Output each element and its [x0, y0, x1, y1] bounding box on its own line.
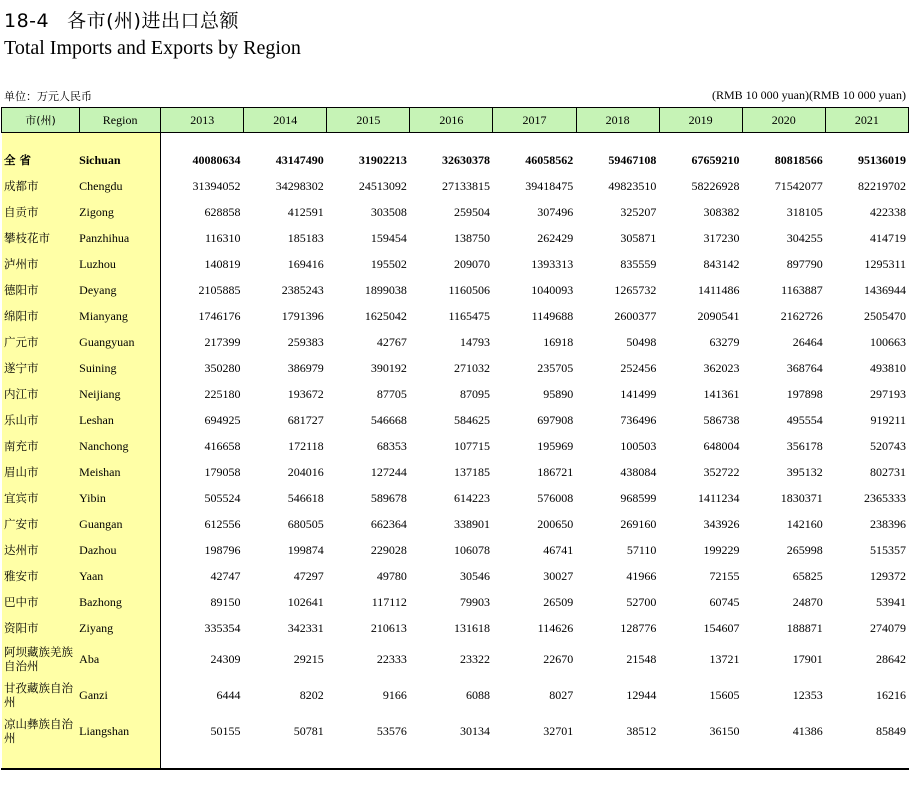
value-cell: 356178 [786, 438, 823, 453]
value-cell: 6088 [466, 687, 491, 702]
value-cell: 172118 [288, 438, 324, 453]
value-cell: 12944 [626, 687, 657, 702]
value-cell: 154607 [703, 620, 740, 635]
value-cell: 968599 [620, 490, 657, 505]
value-cell: 47297 [293, 568, 324, 583]
table-row [1, 459, 909, 485]
region-name-cn: 雅安市 [4, 569, 39, 583]
region-name-en: Meishan [79, 464, 121, 479]
value-cell: 107715 [454, 438, 491, 453]
value-cell: 31394052 [192, 178, 241, 193]
value-cell: 21548 [626, 651, 657, 666]
header-year-2015: 2015 [327, 108, 410, 133]
value-cell: 2105885 [198, 282, 241, 297]
value-cell: 386979 [287, 360, 324, 375]
value-cell: 736496 [620, 412, 657, 427]
value-cell: 195502 [370, 256, 407, 271]
region-name-cn: 泸州市 [4, 257, 39, 271]
value-cell: 628858 [204, 204, 241, 219]
value-cell: 1830371 [780, 490, 823, 505]
value-cell: 8202 [299, 687, 324, 702]
region-name-en: Zigong [79, 204, 114, 219]
value-cell: 352722 [703, 464, 740, 479]
value-cell: 225180 [204, 386, 241, 401]
value-cell: 38512 [626, 723, 657, 738]
region-name-en: Deyang [79, 282, 117, 297]
value-cell: 16918 [543, 334, 574, 349]
value-cell: 259504 [454, 204, 491, 219]
value-cell: 49780 [376, 568, 407, 583]
region-name-cn: 内江市 [4, 387, 39, 401]
value-cell: 169416 [287, 256, 324, 271]
value-cell: 209070 [454, 256, 491, 271]
value-cell: 31902213 [358, 152, 407, 167]
value-cell: 318105 [786, 204, 823, 219]
value-cell: 1295311 [864, 256, 906, 271]
value-cell: 59467108 [608, 152, 657, 167]
region-name-en: Leshan [79, 412, 114, 427]
value-cell: 317230 [703, 230, 740, 245]
value-cell: 1791396 [281, 308, 324, 323]
header-region-en: Region [80, 108, 161, 133]
value-cell: 117112 [371, 594, 407, 609]
value-cell: 36150 [709, 723, 740, 738]
region-name-en: Suining [79, 360, 117, 375]
value-cell: 520743 [870, 438, 906, 453]
value-cell: 505524 [204, 490, 241, 505]
value-cell: 49823510 [608, 178, 657, 193]
value-cell: 694925 [204, 412, 241, 427]
value-cell: 204016 [287, 464, 324, 479]
region-name-cn: 广安市 [4, 517, 39, 531]
region-name-cn: 巴中市 [4, 595, 39, 609]
table-title-cn [4, 6, 239, 33]
value-cell: 17901 [792, 651, 823, 666]
value-cell: 662364 [370, 516, 407, 531]
value-cell: 546668 [370, 412, 407, 427]
value-cell: 12353 [792, 687, 823, 702]
value-cell: 42767 [376, 334, 407, 349]
value-cell: 188871 [786, 620, 823, 635]
region-name-cn: 绵阳市 [4, 309, 39, 323]
value-cell: 27133815 [442, 178, 491, 193]
value-cell: 24513092 [358, 178, 407, 193]
header-year-2016: 2016 [410, 108, 493, 133]
value-cell: 2385243 [281, 282, 324, 297]
region-name-cn: 宜宾市 [4, 491, 39, 505]
header-year-2013: 2013 [161, 108, 244, 133]
value-cell: 197898 [786, 386, 823, 401]
value-cell: 262429 [537, 230, 574, 245]
table-row [1, 355, 909, 381]
value-cell: 1163887 [781, 282, 823, 297]
header-year-2018: 2018 [576, 108, 659, 133]
value-cell: 229028 [370, 542, 407, 557]
value-cell: 100503 [620, 438, 657, 453]
value-cell: 422338 [870, 204, 906, 219]
value-cell: 87095 [460, 386, 491, 401]
table-row [1, 251, 909, 277]
unit-label-en: (RMB 10 000 yuan)(RMB 10 000 yuan) [712, 88, 906, 102]
value-cell: 614223 [454, 490, 491, 505]
value-cell: 2600377 [614, 308, 657, 323]
region-name-cn: 甘孜藏族自治州 [4, 681, 73, 709]
region-name-cn: 攀枝花市 [4, 231, 50, 245]
value-cell: 26464 [792, 334, 823, 349]
table-row [1, 563, 909, 589]
value-cell: 612556 [204, 516, 241, 531]
value-cell: 586738 [703, 412, 740, 427]
value-cell: 1411234 [697, 490, 740, 505]
region-name-en: Bazhong [79, 594, 122, 609]
value-cell: 2162726 [780, 308, 823, 323]
region-name-cn: 南充市 [4, 439, 39, 453]
value-cell: 438084 [620, 464, 657, 479]
value-cell: 897790 [786, 256, 823, 271]
value-cell: 919211 [870, 412, 906, 427]
value-cell: 297193 [870, 386, 906, 401]
value-cell: 22670 [543, 651, 574, 666]
region-name-cn: 自贡市 [4, 205, 39, 219]
value-cell: 1746176 [198, 308, 241, 323]
region-name-en: Chengdu [79, 178, 123, 193]
value-cell: 2365333 [864, 490, 906, 505]
value-cell: 40080634 [192, 152, 241, 167]
table-title-cn-text: 各市(州)进出口总额 [67, 10, 239, 32]
region-name-en: Ziyang [79, 620, 114, 635]
value-cell: 414719 [870, 230, 906, 245]
header-region-cn: 市(州) [2, 108, 80, 133]
value-cell: 71542077 [774, 178, 823, 193]
table-bottom-rule [1, 768, 909, 770]
value-cell: 350280 [204, 360, 241, 375]
value-cell: 53576 [376, 723, 407, 738]
value-cell: 137185 [454, 464, 491, 479]
value-cell: 72155 [709, 568, 740, 583]
value-cell: 95136019 [858, 152, 906, 167]
table-row [1, 407, 909, 433]
region-name-en: Yaan [79, 568, 104, 583]
value-cell: 82219702 [858, 178, 906, 193]
value-cell: 46058562 [525, 152, 574, 167]
value-cell: 495554 [786, 412, 823, 427]
region-name-cn: 成都市 [4, 179, 39, 193]
value-cell: 835559 [620, 256, 657, 271]
value-cell: 199874 [287, 542, 324, 557]
region-name-cn: 凉山彝族自治州 [4, 717, 73, 745]
value-cell: 179058 [204, 464, 241, 479]
region-name-en: Guangan [79, 516, 123, 531]
value-cell: 576008 [537, 490, 574, 505]
value-cell: 14793 [460, 334, 491, 349]
value-cell: 24309 [210, 651, 241, 666]
region-name-cn: 全 省 [4, 153, 32, 167]
region-name-cn: 遂宁市 [4, 361, 39, 375]
table-row [1, 225, 909, 251]
value-cell: 39418475 [525, 178, 574, 193]
region-name-en: Neijiang [79, 386, 121, 401]
region-name-cn: 广元市 [4, 335, 39, 349]
table-row [1, 147, 909, 173]
header-year-2019: 2019 [659, 108, 742, 133]
value-cell: 697908 [537, 412, 574, 427]
value-cell: 95890 [543, 386, 574, 401]
value-cell: 106078 [454, 542, 491, 557]
value-cell: 80818566 [774, 152, 823, 167]
value-cell: 89150 [210, 594, 241, 609]
table-row [1, 589, 909, 615]
value-cell: 46741 [543, 542, 574, 557]
value-cell: 1393313 [531, 256, 574, 271]
value-cell: 269160 [620, 516, 657, 531]
table-title-en: Total Imports and Exports by Region [4, 37, 301, 59]
value-cell: 1899038 [364, 282, 407, 297]
value-cell: 30027 [543, 568, 574, 583]
value-cell: 32701 [543, 723, 574, 738]
value-cell: 87705 [376, 386, 407, 401]
value-cell: 15605 [709, 687, 740, 702]
value-cell: 217399 [204, 334, 241, 349]
value-cell: 58226928 [691, 178, 740, 193]
value-cell: 1165475 [448, 308, 491, 323]
value-cell: 79903 [460, 594, 491, 609]
value-cell: 416658 [204, 438, 241, 453]
table-row [1, 511, 909, 537]
value-cell: 131618 [454, 620, 491, 635]
value-cell: 193672 [287, 386, 324, 401]
value-cell: 335354 [204, 620, 241, 635]
value-cell: 238396 [870, 516, 906, 531]
value-cell: 1625042 [364, 308, 407, 323]
value-cell: 138750 [454, 230, 491, 245]
value-cell: 368764 [786, 360, 823, 375]
value-cell: 23322 [460, 651, 491, 666]
value-cell: 1160506 [448, 282, 491, 297]
value-cell: 13721 [709, 651, 740, 666]
value-cell: 65825 [792, 568, 823, 583]
value-cell: 102641 [287, 594, 324, 609]
unit-label-cn: 单位：万元人民币 [4, 90, 92, 103]
value-cell: 43147490 [275, 152, 324, 167]
value-cell: 24870 [792, 594, 823, 609]
value-cell: 2505470 [864, 308, 906, 323]
value-cell: 128776 [620, 620, 657, 635]
table-row [1, 199, 909, 225]
value-cell: 142160 [786, 516, 823, 531]
value-cell: 308382 [703, 204, 740, 219]
value-cell: 515357 [870, 542, 906, 557]
value-cell: 6444 [216, 687, 241, 702]
value-cell: 50498 [626, 334, 657, 349]
region-name-en: Nanchong [79, 438, 129, 453]
region-name-en: Aba [79, 651, 100, 666]
value-cell: 1411486 [697, 282, 740, 297]
header-year-2014: 2014 [244, 108, 327, 133]
value-cell: 343926 [703, 516, 740, 531]
table-row [1, 277, 909, 303]
table-row [1, 433, 909, 459]
value-cell: 41386 [792, 723, 823, 738]
value-cell: 30134 [460, 723, 491, 738]
value-cell: 52700 [626, 594, 657, 609]
value-cell: 802731 [870, 464, 906, 479]
value-cell: 9166 [382, 687, 407, 702]
table-header [1, 107, 909, 133]
value-cell: 50155 [210, 723, 241, 738]
region-name-cn: 达州市 [4, 543, 39, 557]
value-cell: 390192 [370, 360, 407, 375]
table-row [1, 381, 909, 407]
value-cell: 648004 [703, 438, 740, 453]
region-name-cn: 资阳市 [4, 621, 39, 635]
value-cell: 60745 [709, 594, 740, 609]
value-cell: 100663 [870, 334, 906, 349]
value-cell: 41966 [626, 568, 657, 583]
value-cell: 199229 [703, 542, 740, 557]
value-cell: 28642 [876, 651, 906, 666]
value-cell: 843142 [703, 256, 740, 271]
region-name-cn: 乐山市 [4, 413, 39, 427]
value-cell: 195969 [537, 438, 574, 453]
header-year-2017: 2017 [493, 108, 576, 133]
value-cell: 67659210 [691, 152, 740, 167]
region-name-en: Mianyang [79, 308, 128, 323]
value-cell: 235705 [537, 360, 574, 375]
value-cell: 8027 [549, 687, 574, 702]
value-cell: 412591 [287, 204, 324, 219]
value-cell: 307496 [537, 204, 574, 219]
value-cell: 303508 [370, 204, 407, 219]
value-cell: 325207 [620, 204, 657, 219]
value-cell: 30546 [460, 568, 491, 583]
value-cell: 22333 [376, 651, 407, 666]
value-cell: 26509 [543, 594, 574, 609]
table-number: 18-4 [4, 10, 50, 32]
value-cell: 259383 [287, 334, 324, 349]
value-cell: 42747 [210, 568, 241, 583]
value-cell: 589678 [370, 490, 407, 505]
region-name-en: Luzhou [79, 256, 116, 271]
value-cell: 68353 [376, 438, 407, 453]
region-name-en: Ganzi [79, 687, 108, 702]
value-cell: 546618 [287, 490, 324, 505]
value-cell: 34298302 [275, 178, 324, 193]
table-row [1, 537, 909, 563]
value-cell: 338901 [454, 516, 491, 531]
region-name-cn: 眉山市 [4, 465, 39, 479]
value-cell: 265998 [786, 542, 823, 557]
value-cell: 140819 [204, 256, 241, 271]
value-cell: 1436944 [864, 282, 906, 297]
value-cell: 114626 [537, 620, 574, 635]
value-cell: 127244 [370, 464, 407, 479]
value-cell: 342331 [287, 620, 324, 635]
value-cell: 681727 [287, 412, 324, 427]
region-name-en: Guangyuan [79, 334, 135, 349]
region-name-cn: 阿坝藏族羌族自治州 [4, 645, 73, 673]
value-cell: 274079 [870, 620, 906, 635]
value-cell: 395132 [786, 464, 823, 479]
value-cell: 57110 [626, 542, 657, 557]
value-cell: 50781 [293, 723, 324, 738]
value-cell: 200650 [537, 516, 574, 531]
value-cell: 210613 [370, 620, 407, 635]
value-cell: 362023 [703, 360, 740, 375]
value-cell: 32630378 [442, 152, 491, 167]
value-cell: 305871 [620, 230, 657, 245]
value-cell: 198796 [204, 542, 241, 557]
value-cell: 185183 [287, 230, 324, 245]
value-cell: 680505 [287, 516, 324, 531]
value-cell: 29215 [293, 651, 324, 666]
value-cell: 2090541 [697, 308, 740, 323]
value-cell: 63279 [709, 334, 740, 349]
value-cell: 271032 [454, 360, 491, 375]
value-cell: 85849 [876, 723, 906, 738]
table-row [1, 173, 909, 199]
table-row [1, 485, 909, 511]
region-name-cn: 德阳市 [4, 283, 39, 297]
value-cell: 1149688 [531, 308, 574, 323]
region-name-en: Sichuan [79, 152, 121, 167]
value-cell: 186721 [537, 464, 574, 479]
region-name-en: Yibin [79, 490, 106, 505]
table-row [1, 677, 909, 713]
value-cell: 584625 [454, 412, 491, 427]
value-cell: 493810 [870, 360, 906, 375]
table-row [1, 329, 909, 355]
value-cell: 1265732 [614, 282, 657, 297]
table-row [1, 615, 909, 641]
value-cell: 116310 [204, 230, 241, 245]
value-cell: 141361 [703, 386, 740, 401]
table-row [1, 713, 909, 749]
value-cell: 53941 [876, 594, 906, 609]
table-row [1, 303, 909, 329]
value-cell: 159454 [370, 230, 407, 245]
value-cell: 16216 [876, 687, 906, 702]
region-name-en: Panzhihua [79, 230, 130, 245]
value-cell: 1040093 [531, 282, 574, 297]
header-year-2021: 2021 [825, 108, 908, 133]
value-cell: 141499 [620, 386, 657, 401]
table-row [1, 641, 909, 677]
data-table [1, 147, 909, 749]
value-cell: 252456 [620, 360, 657, 375]
region-name-en: Dazhou [79, 542, 117, 557]
value-cell: 129372 [870, 568, 906, 583]
region-name-en: Liangshan [79, 723, 130, 738]
value-cell: 304255 [786, 230, 823, 245]
header-year-2020: 2020 [742, 108, 825, 133]
